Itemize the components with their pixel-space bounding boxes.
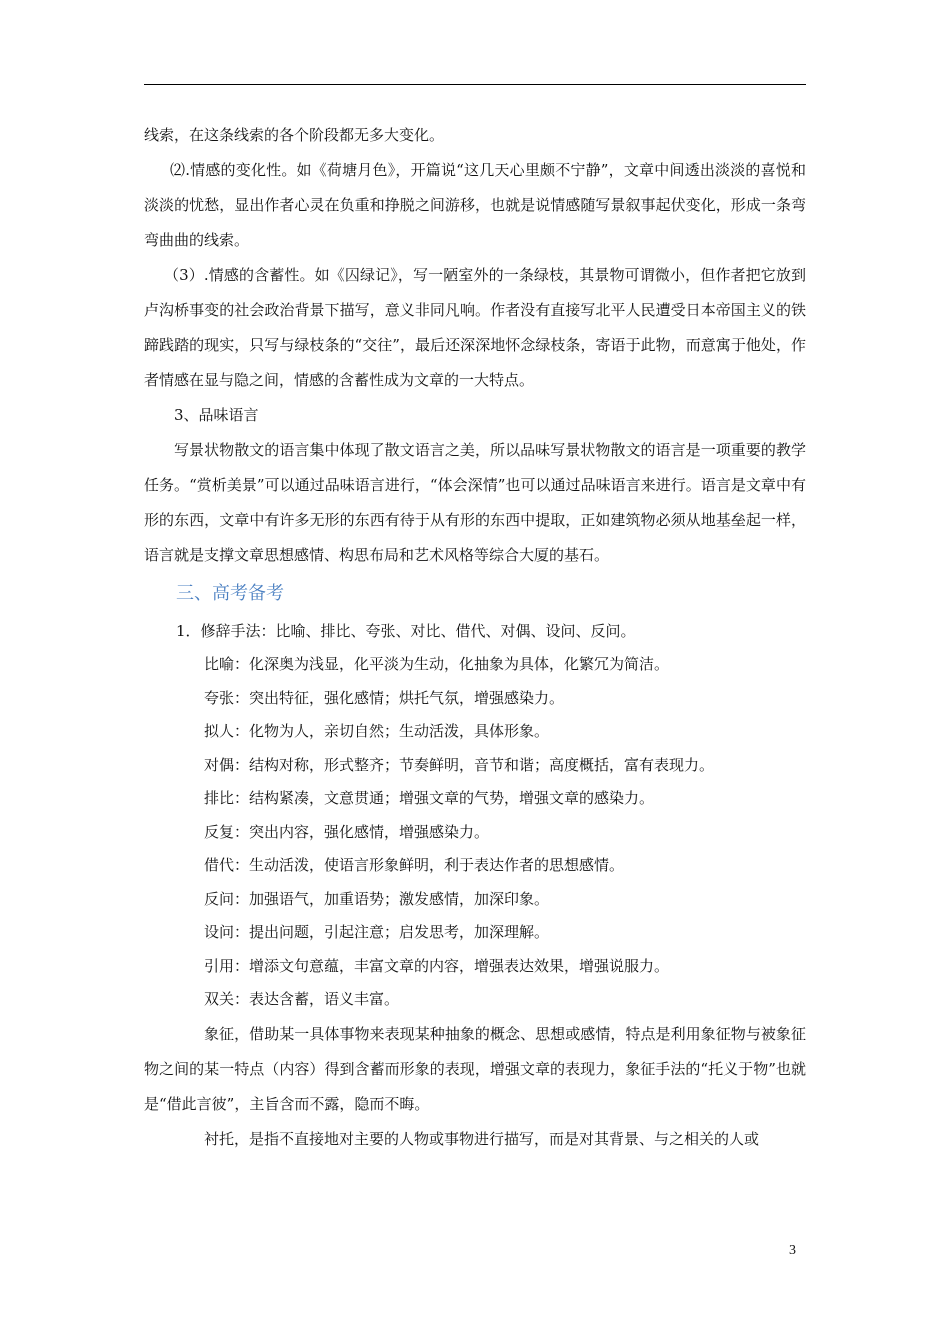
list-item: 反复：突出内容，强化感情，增强感染力。: [204, 822, 490, 841]
subheading: 3、品味语言: [174, 406, 259, 424]
list-item: 比喻：化深奥为浅显，化平淡为生动，化抽象为具体，化繁冗为简洁。: [204, 655, 670, 673]
list-heading: 1．修辞手法：比喻、排比、夸张、对比、借代、对偶、设问、反问。: [176, 622, 636, 640]
list-item: 对偶：结构对称，形式整齐；节奏鲜明，音节和谐；高度概括，富有表现力。: [204, 755, 715, 774]
list-item: 排比：结构紧凑，文意贯通；增强文章的气势，增强文章的感染力。: [204, 789, 655, 807]
list-item: 拟人：化物为人，亲切自然；生动活泼，具体形象。: [204, 722, 550, 740]
list-item: 反问：加强语气，加重语势；激发感情，加深印象。: [204, 889, 550, 908]
list-item: 夸张：突出特征，强化感情；烘托气氛，增强感染力。: [204, 688, 565, 707]
page-number: 3: [789, 1243, 796, 1258]
paragraph: （3）.情感的含蓄性。如《囚绿记》，写一陋室外的一条绿枝，其景物可谓微小，但作者把它放到卢沟桥事变的社会政治背景下描写，意义非同凡响。作者没有直接写北平人民遭受日本帝国主义的铁蹄践踏的现实，只写与绿枝条的“交往”，最后还深深地怀念绿枝条，寄语于此物，而意寓于他处，作者情感在显与隐之间，情感的含蓄性成为文章的一大特点。: [144, 266, 806, 389]
paragraph: 象征，借助某一具体事物来表现某种抽象的概念、思想或感情，特点是利用象征物与被象征物之间的某一特点（内容）得到含蓄而形象的表现，增强文章的表现力，象征手法的“托义于物”也就是“借此言彼”，主旨含而不露，隐而不晦。: [144, 1024, 806, 1113]
paragraph: ⑵.情感的变化性。如《荷塘月色》，开篇说“这几天心里颇不宁静”，文章中间透出淡淡的喜悦和淡淡的忧愁，显出作者心灵在负重和挣脱之间游移，也就是说情感随写景叙事起伏变化，形成一条弯弯曲曲的线索。: [144, 161, 806, 249]
header-rule: [144, 84, 806, 85]
document-body: [144, 118, 806, 1157]
list-item: 双关：表达含蓄，语义丰富。: [204, 990, 400, 1008]
list-item: 设问：提出问题，引起注意；启发思考，加深理解。: [204, 923, 550, 941]
paragraph: 衬托，是指不直接地对主要的人物或事物进行描写，而是对其背景、与之相关的人或: [204, 1129, 760, 1148]
list-item: 借代：生动活泼，使语言形象鲜明，利于表达作者的思想感情。: [204, 856, 625, 874]
paragraph: 写景状物散文的语言集中体现了散文语言之美，所以品味写景状物散文的语言是一项重要的教学任务。“赏析美景”可以通过品味语言进行，“体会深情”也可以通过品味语言来进行。语言是文章中有形的东西，文章中有许多无形的东西有待于从有形的东西中提取，正如建筑物必须从地基垒起一样，语言就是支撑文章思想感情、构思布局和艺术风格等综合大厦的基石。: [144, 441, 806, 564]
section-heading: 三、高考备考: [176, 583, 284, 604]
paragraph: 线索，在这条线索的各个阶段都无多大变化。: [144, 126, 445, 144]
list-item: 引用：增添文句意蕴，丰富文章的内容，增强表达效果，增强说服力。: [204, 956, 670, 975]
